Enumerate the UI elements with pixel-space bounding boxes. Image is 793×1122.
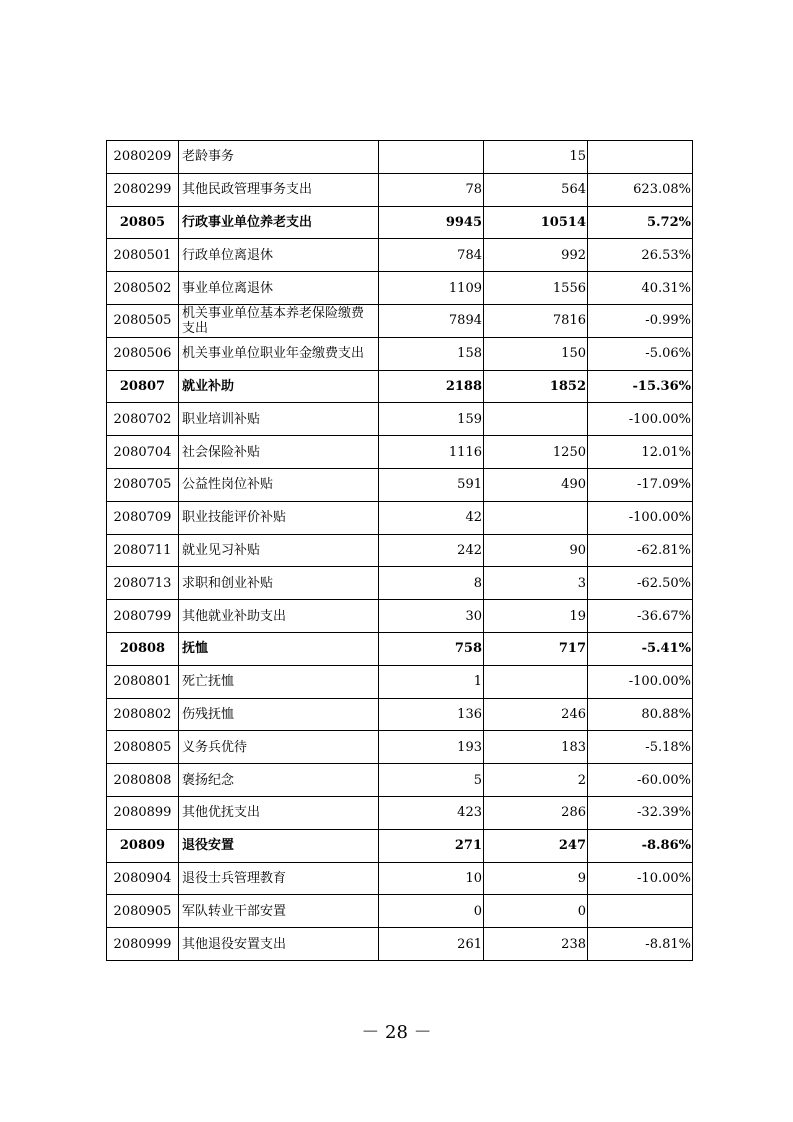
amount-prev-cell: 758 xyxy=(379,632,484,665)
subject-name-cell: 其他就业补助支出 xyxy=(179,600,379,633)
amount-prev-cell: 423 xyxy=(379,796,484,829)
subject-name-cell: 公益性岗位补贴 xyxy=(179,468,379,501)
amount-prev-cell: 136 xyxy=(379,698,484,731)
amount-prev-cell: 1116 xyxy=(379,436,484,469)
subject-name-cell: 职业技能评价补贴 xyxy=(179,501,379,534)
amount-current-cell: 238 xyxy=(484,928,588,961)
amount-prev-cell: 1 xyxy=(379,665,484,698)
amount-prev-cell: 591 xyxy=(379,468,484,501)
subject-name-cell: 军队转业干部安置 xyxy=(179,895,379,928)
amount-prev-cell xyxy=(379,141,484,174)
change-percent-cell: -8.86% xyxy=(588,829,693,862)
change-percent-cell: -32.39% xyxy=(588,796,693,829)
amount-current-cell: 10514 xyxy=(484,206,588,239)
amount-prev-cell: 784 xyxy=(379,239,484,272)
subject-name-cell: 褒扬纪念 xyxy=(179,764,379,797)
change-percent-cell: 40.31% xyxy=(588,272,693,305)
subject-name-cell: 死亡抚恤 xyxy=(179,665,379,698)
change-percent-cell: -5.18% xyxy=(588,731,693,764)
amount-current-cell xyxy=(484,403,588,436)
subject-name-cell: 老龄事务 xyxy=(179,141,379,174)
change-percent-cell: -10.00% xyxy=(588,862,693,895)
amount-current-cell: 150 xyxy=(484,337,588,370)
subject-name-cell: 就业见习补贴 xyxy=(179,534,379,567)
amount-current-cell: 2 xyxy=(484,764,588,797)
table-row xyxy=(107,698,693,731)
subject-name-cell: 抚恤 xyxy=(179,632,379,665)
table-subtotal-row xyxy=(107,829,693,862)
change-percent-cell xyxy=(588,141,693,174)
subject-code-cell: 2080904 xyxy=(107,862,179,895)
change-percent-cell: 623.08% xyxy=(588,173,693,206)
subject-code-cell: 2080713 xyxy=(107,567,179,600)
table-row xyxy=(107,796,693,829)
table-subtotal-row xyxy=(107,632,693,665)
subject-code-cell: 20805 xyxy=(107,206,179,239)
change-percent-cell: -36.67% xyxy=(588,600,693,633)
amount-prev-cell: 7894 xyxy=(379,304,484,337)
subject-name-cell: 义务兵优待 xyxy=(179,731,379,764)
change-percent-cell: -100.00% xyxy=(588,665,693,698)
subject-name-cell: 退役士兵管理教育 xyxy=(179,862,379,895)
table-row xyxy=(107,436,693,469)
table-row xyxy=(107,141,693,174)
subject-code-cell: 2080999 xyxy=(107,928,179,961)
subject-name-cell: 机关事业单位职业年金缴费支出 xyxy=(179,337,379,370)
change-percent-cell: -5.06% xyxy=(588,337,693,370)
amount-current-cell: 15 xyxy=(484,141,588,174)
change-percent-cell: -17.09% xyxy=(588,468,693,501)
change-percent-cell: -100.00% xyxy=(588,501,693,534)
subject-code-cell: 20809 xyxy=(107,829,179,862)
subject-name-cell: 其他退役安置支出 xyxy=(179,928,379,961)
change-percent-cell: -62.50% xyxy=(588,567,693,600)
amount-current-cell: 490 xyxy=(484,468,588,501)
amount-current-cell: 246 xyxy=(484,698,588,731)
table-row xyxy=(107,337,693,370)
amount-current-cell xyxy=(484,501,588,534)
amount-current-cell: 183 xyxy=(484,731,588,764)
amount-current-cell: 1250 xyxy=(484,436,588,469)
amount-current-cell: 247 xyxy=(484,829,588,862)
amount-prev-cell: 10 xyxy=(379,862,484,895)
amount-current-cell: 1852 xyxy=(484,370,588,403)
change-percent-cell: -5.41% xyxy=(588,632,693,665)
amount-current-cell: 564 xyxy=(484,173,588,206)
subject-code-cell: 20807 xyxy=(107,370,179,403)
amount-prev-cell: 78 xyxy=(379,173,484,206)
table-row xyxy=(107,567,693,600)
amount-current-cell: 90 xyxy=(484,534,588,567)
subject-code-cell: 2080502 xyxy=(107,272,179,305)
change-percent-cell: -15.36% xyxy=(588,370,693,403)
change-percent-cell: -60.00% xyxy=(588,764,693,797)
change-percent-cell: -8.81% xyxy=(588,928,693,961)
amount-current-cell: 0 xyxy=(484,895,588,928)
table-row xyxy=(107,928,693,961)
table-row xyxy=(107,665,693,698)
budget-table-body xyxy=(107,141,693,961)
table-row xyxy=(107,501,693,534)
subject-code-cell: 2080801 xyxy=(107,665,179,698)
change-percent-cell: -62.81% xyxy=(588,534,693,567)
subject-code-cell: 2080702 xyxy=(107,403,179,436)
subject-code-cell: 20808 xyxy=(107,632,179,665)
amount-current-cell: 19 xyxy=(484,600,588,633)
subject-name-cell: 行政事业单位养老支出 xyxy=(179,206,379,239)
subject-code-cell: 2080506 xyxy=(107,337,179,370)
amount-current-cell: 7816 xyxy=(484,304,588,337)
table-subtotal-row xyxy=(107,206,693,239)
change-percent-cell: 26.53% xyxy=(588,239,693,272)
subject-code-cell: 2080501 xyxy=(107,239,179,272)
subject-code-cell: 2080705 xyxy=(107,468,179,501)
table-row xyxy=(107,731,693,764)
subject-name-cell: 机关事业单位基本养老保险缴费支出 xyxy=(179,304,379,337)
subject-name-cell: 事业单位离退休 xyxy=(179,272,379,305)
change-percent-cell: 5.72% xyxy=(588,206,693,239)
amount-prev-cell: 193 xyxy=(379,731,484,764)
table-row xyxy=(107,534,693,567)
amount-current-cell: 717 xyxy=(484,632,588,665)
subject-code-cell: 2080802 xyxy=(107,698,179,731)
change-percent-cell: -100.00% xyxy=(588,403,693,436)
table-row xyxy=(107,468,693,501)
change-percent-cell: 12.01% xyxy=(588,436,693,469)
subject-name-cell: 行政单位离退休 xyxy=(179,239,379,272)
amount-prev-cell: 2188 xyxy=(379,370,484,403)
change-percent-cell: 80.88% xyxy=(588,698,693,731)
subject-name-cell: 求职和创业补贴 xyxy=(179,567,379,600)
subject-name-cell: 退役安置 xyxy=(179,829,379,862)
amount-current-cell: 1556 xyxy=(484,272,588,305)
table-row xyxy=(107,304,693,337)
amount-prev-cell: 0 xyxy=(379,895,484,928)
table-row xyxy=(107,239,693,272)
amount-prev-cell: 242 xyxy=(379,534,484,567)
subject-code-cell: 2080709 xyxy=(107,501,179,534)
subject-code-cell: 2080899 xyxy=(107,796,179,829)
subject-code-cell: 2080905 xyxy=(107,895,179,928)
amount-prev-cell: 271 xyxy=(379,829,484,862)
table-row xyxy=(107,895,693,928)
subject-code-cell: 2080505 xyxy=(107,304,179,337)
amount-current-cell: 286 xyxy=(484,796,588,829)
amount-prev-cell: 159 xyxy=(379,403,484,436)
budget-table xyxy=(106,140,693,961)
table-row xyxy=(107,764,693,797)
amount-prev-cell: 5 xyxy=(379,764,484,797)
subject-name-cell: 其他民政管理事务支出 xyxy=(179,173,379,206)
amount-prev-cell: 9945 xyxy=(379,206,484,239)
page-number: － 28 － xyxy=(361,1022,432,1043)
table-subtotal-row xyxy=(107,370,693,403)
subject-code-cell: 2080299 xyxy=(107,173,179,206)
amount-current-cell: 992 xyxy=(484,239,588,272)
amount-current-cell: 3 xyxy=(484,567,588,600)
amount-prev-cell: 261 xyxy=(379,928,484,961)
amount-prev-cell: 8 xyxy=(379,567,484,600)
subject-name-cell: 就业补助 xyxy=(179,370,379,403)
table-row xyxy=(107,862,693,895)
change-percent-cell xyxy=(588,895,693,928)
table-row xyxy=(107,173,693,206)
subject-name-cell: 职业培训补贴 xyxy=(179,403,379,436)
subject-code-cell: 2080799 xyxy=(107,600,179,633)
subject-name-cell: 伤残抚恤 xyxy=(179,698,379,731)
subject-name-cell: 社会保险补贴 xyxy=(179,436,379,469)
subject-code-cell: 2080209 xyxy=(107,141,179,174)
amount-prev-cell: 1109 xyxy=(379,272,484,305)
subject-code-cell: 2080711 xyxy=(107,534,179,567)
amount-prev-cell: 158 xyxy=(379,337,484,370)
amount-current-cell: 9 xyxy=(484,862,588,895)
amount-prev-cell: 42 xyxy=(379,501,484,534)
subject-code-cell: 2080808 xyxy=(107,764,179,797)
subject-code-cell: 2080704 xyxy=(107,436,179,469)
table-row xyxy=(107,600,693,633)
amount-prev-cell: 30 xyxy=(379,600,484,633)
table-row xyxy=(107,403,693,436)
change-percent-cell: -0.99% xyxy=(588,304,693,337)
table-row xyxy=(107,272,693,305)
amount-current-cell xyxy=(484,665,588,698)
subject-name-cell: 其他优抚支出 xyxy=(179,796,379,829)
subject-code-cell: 2080805 xyxy=(107,731,179,764)
